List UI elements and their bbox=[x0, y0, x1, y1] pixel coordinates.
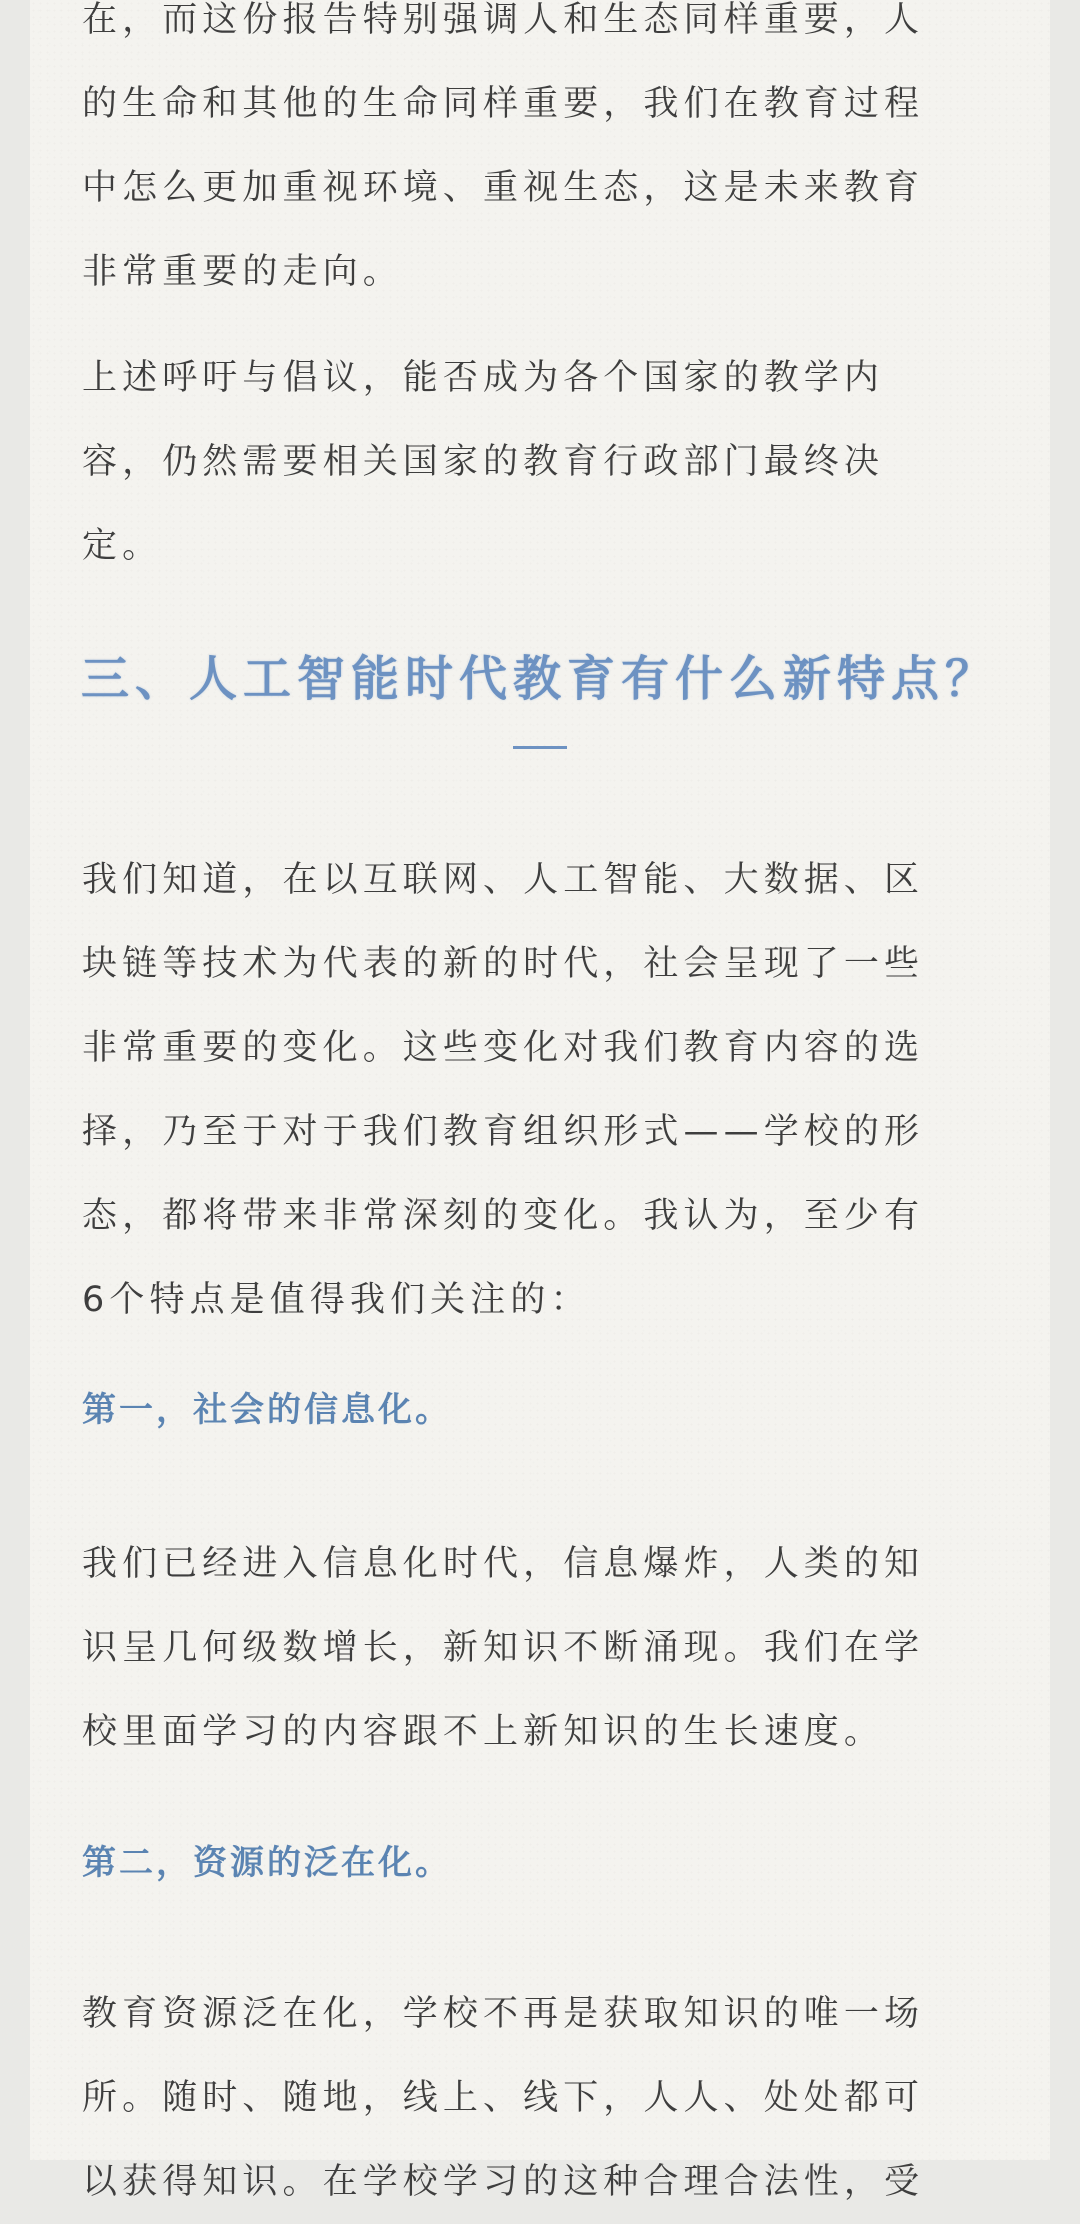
paragraph-line: 非常重要的变化。这些变化对我们教育内容的选 bbox=[82, 1028, 925, 1068]
paragraph-line: 校里面学习的内容跟不上新知识的生长速度。 bbox=[82, 1712, 885, 1752]
paragraph-line: 定。 bbox=[82, 526, 163, 566]
paragraph-line: 中怎么更加重视环境、重视生态，这是未来教育 bbox=[82, 168, 925, 208]
paragraph-line: 非常重要的走向。 bbox=[82, 252, 403, 292]
paragraph-ecology bbox=[82, 0, 1002, 314]
paragraph-line: 在，而这份报告特别强调人和生态同样重要，人 bbox=[82, 0, 925, 40]
paragraph-line: 态，都将带来非常深刻的变化。我认为，至少有 bbox=[82, 1196, 925, 1236]
paragraph-line: 所。随时、随地，线上、线下，人人、处处都可 bbox=[82, 2078, 925, 2118]
paragraph-line: 的生命和其他的生命同样重要，我们在教育过程 bbox=[82, 84, 925, 124]
paragraph-decision bbox=[82, 336, 1002, 588]
paragraph-line: 以获得知识。在学校学习的这种合理合法性，受 bbox=[82, 2162, 925, 2202]
paragraph-line: 我们知道，在以互联网、人工智能、大数据、区 bbox=[82, 860, 925, 900]
paragraph-line: 上述呼吁与倡议，能否成为各个国家的教学内 bbox=[82, 358, 885, 398]
paragraph-information-age bbox=[82, 1522, 1002, 1774]
paragraph-line: 我们已经进入信息化时代，信息爆炸，人类的知 bbox=[82, 1544, 925, 1584]
paragraph-line: 容，仍然需要相关国家的教育行政部门最终决 bbox=[82, 442, 885, 482]
subheading-ubiquitous-resources: 第二，资源的泛在化。 bbox=[82, 1843, 452, 1883]
paragraph-resources bbox=[82, 1972, 1002, 2224]
section-title-underline bbox=[513, 746, 567, 749]
paragraph-line: 识呈几何级数增长，新知识不断涌现。我们在学 bbox=[82, 1628, 925, 1668]
paragraph-line: 择，乃至于对于我们教育组织形式——学校的形 bbox=[82, 1112, 925, 1152]
section-title: 三、人工智能时代教育有什么新特点？ bbox=[80, 651, 999, 707]
subheading-informatization: 第一，社会的信息化。 bbox=[82, 1390, 452, 1430]
paragraph-line: 块链等技术为代表的新的时代，社会呈现了一些 bbox=[82, 944, 925, 984]
paragraph-line: 教育资源泛在化，学校不再是获取知识的唯一场 bbox=[82, 1994, 925, 2034]
paragraph-line: 6个特点是值得我们关注的： bbox=[82, 1280, 591, 1320]
paragraph-new-era bbox=[82, 838, 1002, 1342]
